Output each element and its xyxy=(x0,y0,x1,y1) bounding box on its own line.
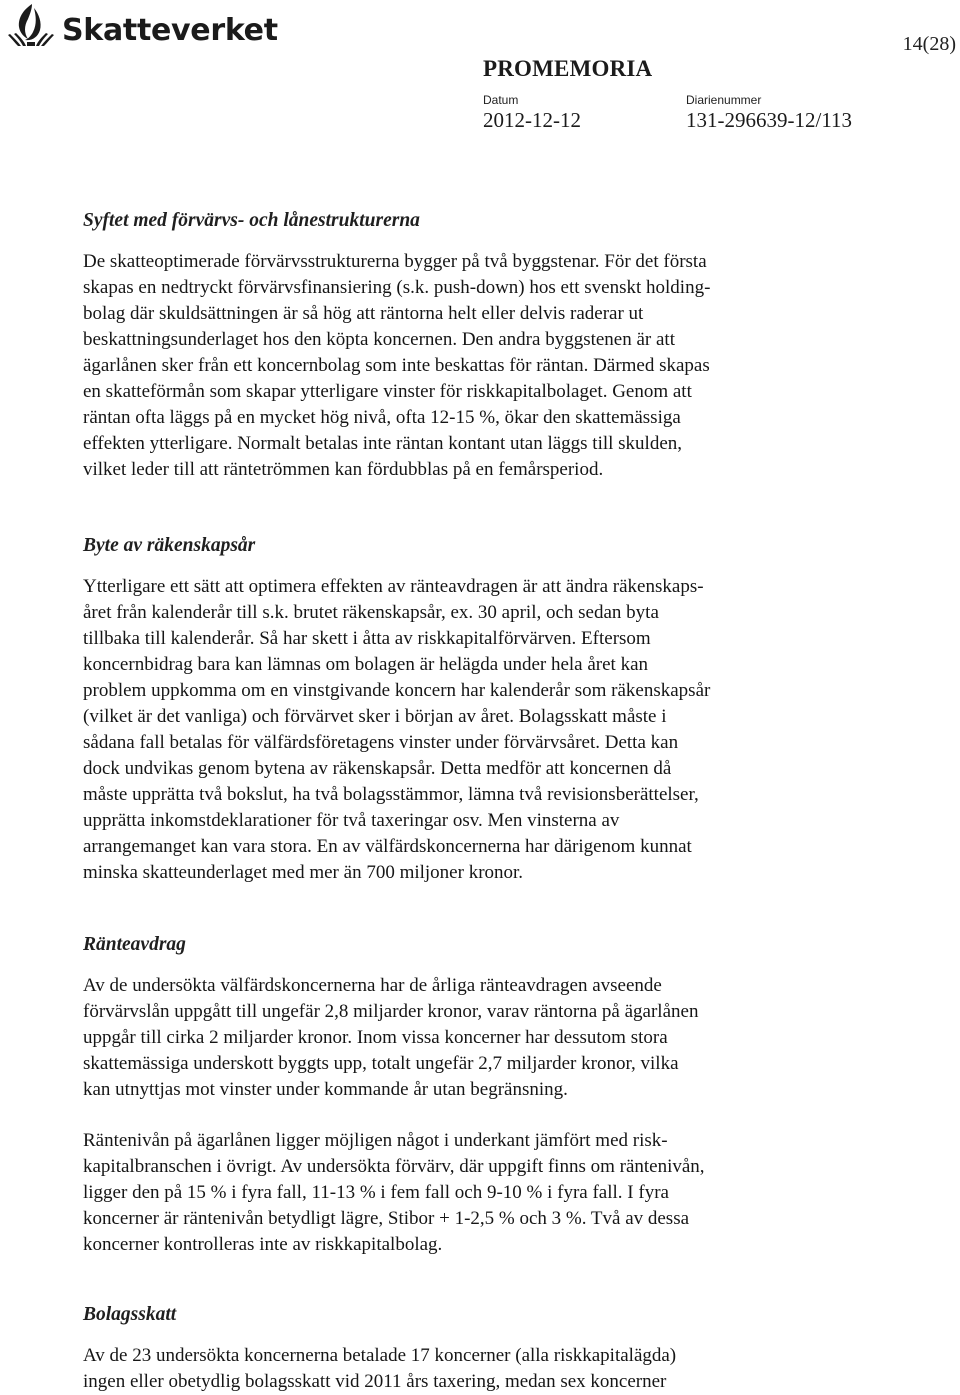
paragraph-line: beskattningsunderlaget hos den köpta koncernen. Den andra byggstenen är att xyxy=(83,329,675,350)
page-header xyxy=(0,0,960,140)
section-byte-av-rakenskapsar xyxy=(83,533,843,886)
paragraph xyxy=(83,249,843,483)
paragraph-line: bolag där skuldsättningen är så hög att räntorna helt eller delvis raderar ut xyxy=(83,303,644,324)
paragraph-line: skattemässiga underskott byggts upp, totalt ungefär 2,7 miljarder kronor, vilka xyxy=(83,1053,679,1074)
section-ranteavdrag xyxy=(83,932,843,1258)
paragraph-line: ägarlånen sker från ett koncernbolag som inte beskattas för räntan. Därmed skapas xyxy=(83,355,710,376)
section-heading: Ränteavdrag xyxy=(83,934,186,955)
document-type: PROMEMORIA xyxy=(483,56,653,81)
paragraph-line: koncernbidrag bara kan lämnas om bolagen är helägda under hela året kan xyxy=(83,654,648,675)
section-bolagsskatt xyxy=(83,1302,843,1395)
paragraph-line: (vilket är det vanliga) och förvärvet sker i början av året. Bolagsskatt måste i xyxy=(83,706,667,727)
paragraph-line: tillbaka till kalenderår. Så har skett i åtta av riskkapitalförvärven. Eftersom xyxy=(83,628,651,649)
paragraph-line: De skatteoptimerade förvärvsstrukturerna bygger på två byggstenar. För det första xyxy=(83,251,707,272)
paragraph-line: kapitalbranschen i övrigt. Av undersökta förvärv, där uppgift finns om räntenivån, xyxy=(83,1156,705,1177)
paragraph-line: sådana fall betalas för välfärdsföretagens vinster under förvärvsåret. Detta kan xyxy=(83,732,679,753)
paragraph-line: Av de 23 undersökta koncernerna betalade 17 koncerner (alla riskkapitalägda) xyxy=(83,1345,677,1366)
paragraph-line: skapas en nedtryckt förvärvsfinansiering (s.k. push-down) hos ett svenskt holding- xyxy=(83,277,711,298)
paragraph xyxy=(83,973,843,1103)
section-heading: Bolagsskatt xyxy=(83,1304,177,1325)
diary-label: Diarienummer xyxy=(686,93,762,107)
paragraph-line: kan utnyttjas mot vinster under kommande år utan begränsning. xyxy=(83,1079,568,1100)
paragraph-line: räntan ofta läggs på en mycket hög nivå, ofta 12-15 %, ökar den skattemässiga xyxy=(83,407,681,428)
skatteverket-crest-icon xyxy=(6,2,56,48)
document-body xyxy=(83,208,843,1395)
paragraph-line: ingen eller obetydlig bolagsskatt vid 2011 års taxering, medan sex koncerner xyxy=(83,1371,667,1392)
paragraph-line: måste upprätta två bokslut, ha två bolagsstämmor, lämna två revisionsberättelser, xyxy=(83,784,699,805)
paragraph-line: vilket leder till att räntetrömmen kan fördubblas på en femårsperiod. xyxy=(83,459,604,480)
paragraph-line: dock undvikas genom bytena av räkenskapsår. Detta medför att koncernen då xyxy=(83,758,672,779)
paragraph xyxy=(83,574,843,886)
skatteverket-logo xyxy=(6,2,278,48)
paragraph-line: Av de undersökta välfärdskoncernerna har de årliga ränteavdragen avseende xyxy=(83,975,662,996)
date-value: 2012-12-12 xyxy=(483,108,581,132)
paragraph-line: Ytterligare ett sätt att optimera effekten av ränteavdragen är att ändra räkenskaps- xyxy=(83,576,704,597)
paragraph-line: effekten ytterligare. Normalt betalas inte räntan kontant utan läggs till skulden, xyxy=(83,433,683,454)
paragraph-line: upprätta inkomstdeklarationer för två taxeringar osv. Men vinsterna av xyxy=(83,810,620,831)
paragraph-line: uppgår till cirka 2 miljarder kronor. Inom vissa koncerner har dessutom stora xyxy=(83,1027,668,1048)
paragraph-line: året från kalenderår till s.k. brutet räkenskapsår, ex. 30 april, och sedan byta xyxy=(83,602,659,623)
paragraph xyxy=(83,1128,843,1258)
paragraph-line: koncerner kontrolleras inte av riskkapitalbolag. xyxy=(83,1234,443,1255)
paragraph-line: förvärvslån uppgått till ungefär 2,8 miljarder kronor, varav räntorna på ägarlånen xyxy=(83,1001,699,1022)
paragraph xyxy=(83,1343,843,1395)
page-number: 14(28) xyxy=(902,33,956,55)
section-heading: Byte av räkenskapsår xyxy=(83,535,256,556)
section-heading: Syftet med förvärvs- och lånestrukturerna xyxy=(83,210,420,231)
logo-text: Skatteverket xyxy=(62,13,278,48)
diary-value: 131-296639-12/113 xyxy=(686,108,853,132)
paragraph-line: problem uppkomma om en vinstgivande koncern har kalenderår som räkenskapsår xyxy=(83,680,711,701)
date-label: Datum xyxy=(483,93,519,107)
paragraph-line: koncerner är räntenivån betydligt lägre, Stibor + 1-2,5 % och 3 %. Två av dessa xyxy=(83,1208,690,1229)
paragraph-line: Räntenivån på ägarlånen ligger möjligen något i underkant jämfört med risk- xyxy=(83,1130,668,1151)
paragraph-line: ligger den på 15 % i fyra fall, 11-13 % i fem fall och 9-10 % i fyra fall. I fyra xyxy=(83,1182,669,1203)
paragraph-line: arrangemanget kan vara stora. En av välfärdskoncernerna har därigenom kunnat xyxy=(83,836,692,857)
paragraph-line: minska skatteunderlaget med mer än 700 miljoner kronor. xyxy=(83,862,524,883)
section-syftet xyxy=(83,208,843,483)
paragraph-line: en skatteförmån som skapar ytterligare vinster för riskkapitalbolaget. Genom att xyxy=(83,381,692,402)
